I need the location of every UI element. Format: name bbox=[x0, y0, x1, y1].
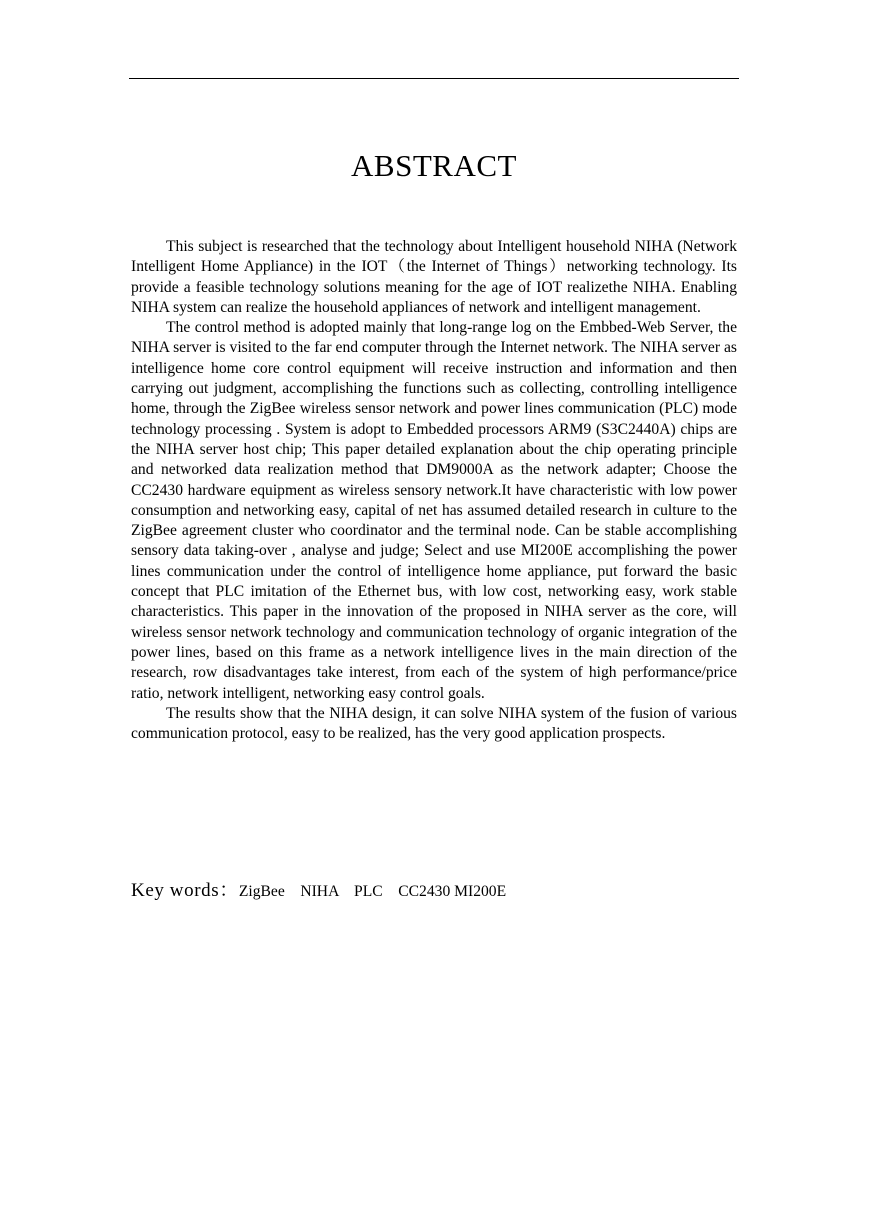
header-rule bbox=[129, 78, 739, 79]
keywords-line bbox=[131, 879, 737, 904]
abstract-paragraph-2: The control method is adopted mainly that long-range log on the Embbed-Web Server, the NIHA server is visited to the far end computer through the Internet network. The NIHA server as intelligence home core control equipment will receive instruction and information and then carrying out judgment, accomplishing the functions such as collecting, controlling intelligence home, through the ZigBee wireless sensor network and power lines communication (PLC) mode technology processing . System is adopt to Embedded processors ARM9 (S3C2440A) chips are the NIHA server host chip; This paper detailed explanation about the chip operating principle and networked data realization method that DM9000A as the network adapter; Choose the CC2430 hardware equipment as wireless sensory network.It have characteristic with low power consumption and networking easy, capital of net has assumed detailed research in culture to the ZigBee agreement cluster who coordinator and the terminal node. Can be stable accomplishing sensory data taking-over , analyse and judge; Select and use MI200E accomplishing the power lines communication under the control of intelligence home appliance, put forward the basic concept that PLC imitation of the Ethernet bus, with low cost, networking easy, work stable characteristics. This paper in the innovation of the proposed in NIHA server as the core, will wireless sensor network technology and communication technology of organic integration of the power lines, based on this frame as a network intelligence lives in the main direction of the research, row disadvantages take interest, from each of the system of high performance/price ratio, network intelligent, networking easy control goals. bbox=[131, 319, 737, 702]
keywords-terms: ZigBee NIHA PLC CC2430 MI200E bbox=[238, 883, 507, 900]
abstract-body bbox=[131, 237, 737, 744]
keywords-label: Key words： bbox=[131, 880, 239, 901]
abstract-paragraph-3: The results show that the NIHA design, it can solve NIHA system of the fusion of various communication protocol, easy to be realized, has the very good application prospects. bbox=[131, 704, 737, 743]
abstract-title: ABSTRACT bbox=[351, 148, 517, 183]
abstract-paragraph-1: This subject is researched that the technology about Intelligent household NIHA (Network Intelligent Home Appliance) in the IOT（the Internet of Things）networking technology. Its provide a feasible technology solutions meaning for the age of IOT realizethe NIHA. Enabling NIHA system can realize the household appliances of network and intelligent management. bbox=[131, 238, 737, 316]
